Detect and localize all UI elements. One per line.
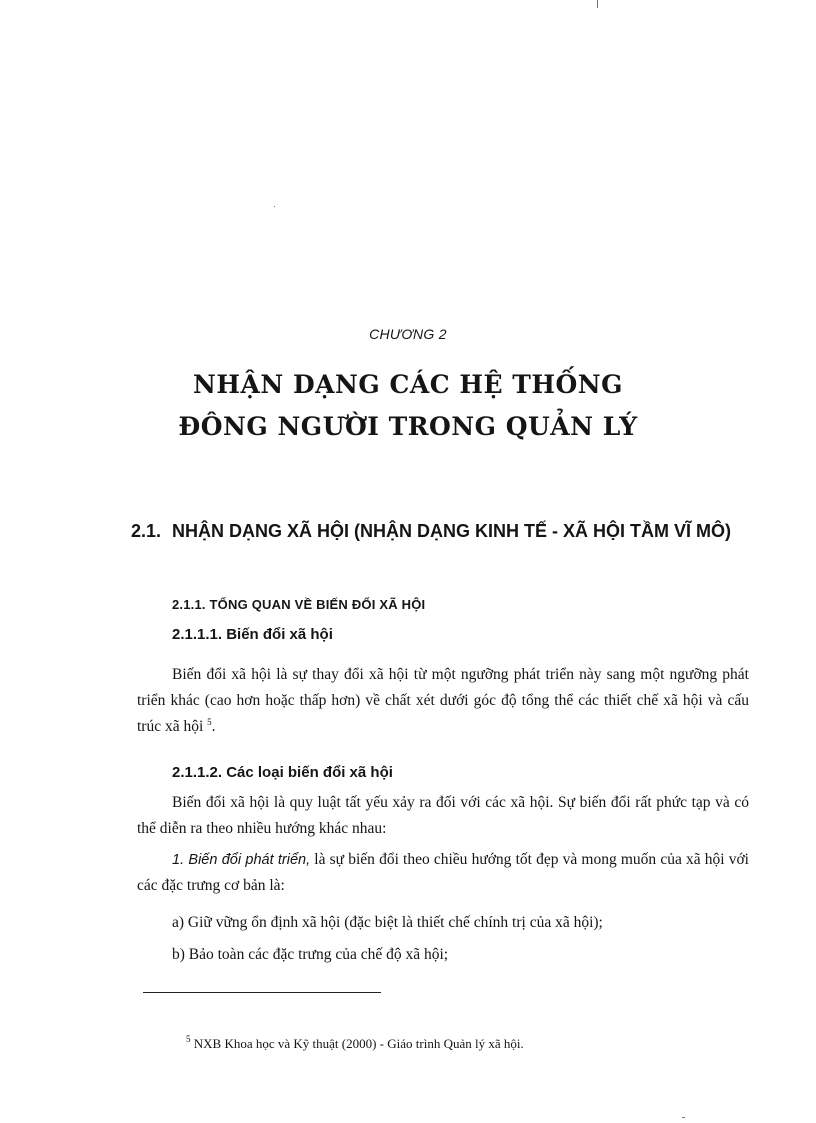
chapter-label: CHƯƠNG 2 bbox=[369, 326, 447, 342]
paragraph-1-end: . bbox=[211, 718, 216, 735]
chapter-title bbox=[0, 364, 816, 448]
paragraph-1-text: Biến đổi xã hội là sự thay đổi xã hội từ một ngưỡng phát triển này sang một ngưỡng phát triển khác (cao hơn hoặc thấp hơn) về chất xét dưới góc độ tổng thể các thiết chế xã hội và cấu trúc xã hội bbox=[137, 666, 749, 735]
section-number: 2.1. bbox=[131, 521, 162, 541]
scan-speck bbox=[274, 206, 275, 207]
footnote-ref: 5 bbox=[207, 717, 212, 727]
list-item-a: a) Giữ vững ổn định xã hội (đặc biệt là thiết chế chính trị của xã hội); bbox=[172, 914, 603, 931]
paragraph-3-lead: 1. Biến đổi phát triển, bbox=[172, 852, 311, 868]
scan-speck bbox=[597, 0, 598, 8]
chapter-title-line-2: ĐÔNG NGƯỜI TRONG QUẢN LÝ bbox=[178, 412, 638, 441]
paragraph-3-text: là sự biến đổi theo chiều hướng tốt đẹp và mong muốn của xã hội với các đặc trưng cơ bản là: bbox=[137, 851, 749, 894]
footnote-divider bbox=[143, 992, 381, 993]
paragraph-2 bbox=[137, 790, 749, 842]
chapter-title-line-1: NHẬN DẠNG CÁC HỆ THỐNG bbox=[193, 370, 623, 399]
list-item-b: b) Bảo toàn các đặc trưng của chế độ xã hội; bbox=[172, 946, 449, 963]
paragraph-1 bbox=[137, 662, 749, 740]
footnote bbox=[186, 1036, 524, 1052]
footnote-marker: 5 bbox=[186, 1034, 191, 1044]
paragraph-3 bbox=[137, 847, 749, 899]
subsubsection-heading-1: 2.1.1.1. Biến đổi xã hội bbox=[172, 626, 333, 643]
subsubsection-heading-2: 2.1.1.2. Các loại biến đổi xã hội bbox=[172, 764, 393, 781]
footnote-text: NXB Khoa học và Kỹ thuật (2000) - Giáo trình Quản lý xã hội. bbox=[190, 1036, 524, 1051]
subsection-heading: 2.1.1. TỔNG QUAN VỀ BIẾN ĐỔI XÃ HỘI bbox=[172, 597, 426, 612]
section-title: NHẬN DẠNG XÃ HỘI (NHẬN DẠNG KINH TẾ - XÃ HỘI TẦM VĨ MÔ) bbox=[172, 521, 731, 541]
paragraph-2-text: Biến đổi xã hội là quy luật tất yếu xảy ra đối với các xã hội. Sự biến đổi rất phức tạp và có thể diễn ra theo nhiều hướng khác nhau: bbox=[137, 794, 749, 837]
section-heading bbox=[131, 516, 751, 546]
scan-speck bbox=[682, 1117, 685, 1118]
